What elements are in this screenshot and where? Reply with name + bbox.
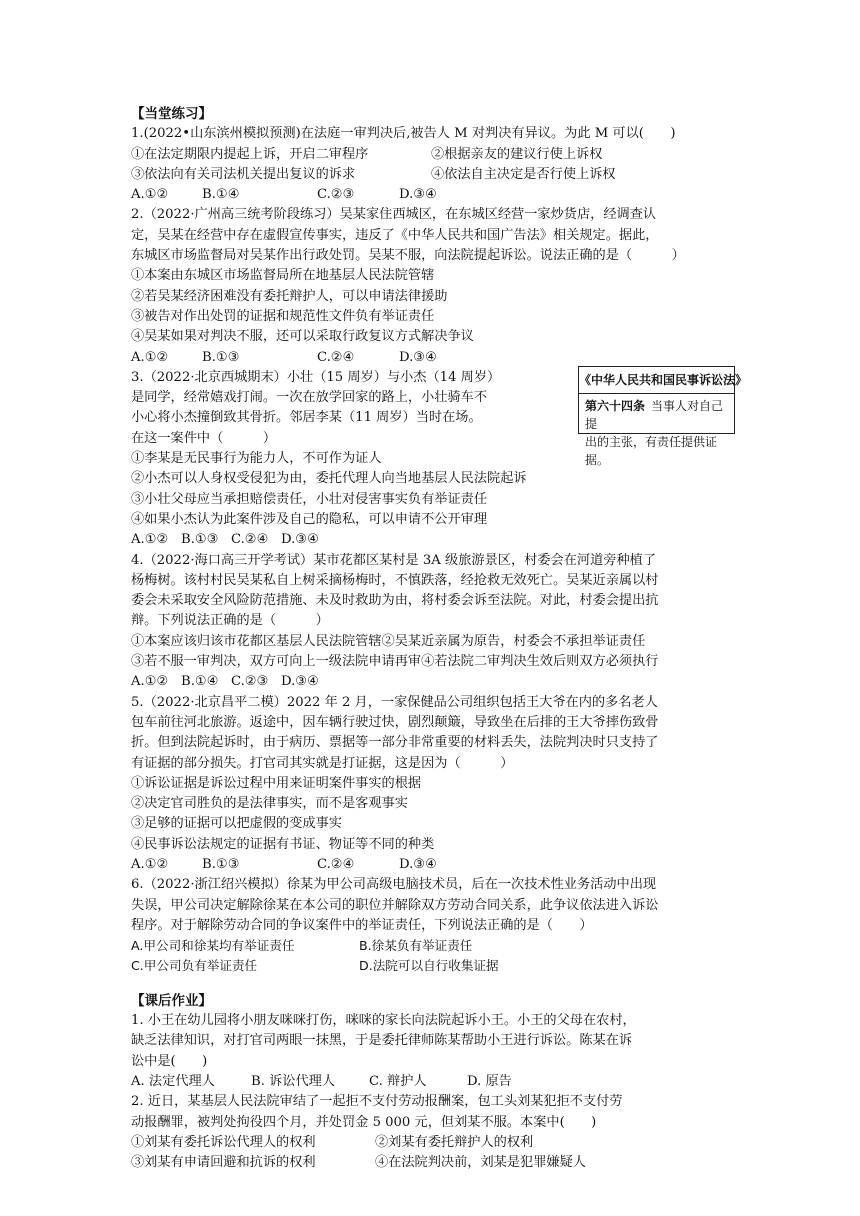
homework-heading: 【课后作业】 [131,992,212,1009]
q1-item-2: ②根据亲友的建议行使上诉权 [431,146,603,162]
q3-stem-line2: 是同学，经常嬉戏打闹。一次在放学回家的路上，小壮骑车不 [131,390,488,406]
q4-stem-line1: 4.（2022·海口高三开学考试）某市花都区某村是 3A 级旅游景区，村委会在河道旁种植了 [131,552,657,568]
q1-stem: 1.(2022•山东滨州模拟预测)在法庭一审判决后,被告人 M 对判决有异议。为此 M 可以( ) [131,126,676,142]
q2-option-a: A.①② [131,349,169,365]
worksheet-page [131,104,733,1173]
q1-option-a: A.①② [131,187,169,203]
law-article-text-1: 当事人对自己提 [585,399,724,431]
q2-stem-line2: 定，吴某在经营中存在虚假宣传事实，违反了《中华人民共和国广告法》相关规定。据此， [131,227,659,243]
q5-options [131,855,733,875]
q2-option-b: B.①③ [202,349,240,365]
q3-stem-line1: 3.（2022·北京西城期末）小壮（15 周岁）与小杰（14 周岁） [131,369,501,385]
q6-option-b: B.徐某负有举证责任 [359,938,473,954]
hw-q2-item-2: ②刘某有委托辩护人的权利 [375,1134,534,1150]
law-article-text-2: 出的主张，有责任提供证据。 [585,435,718,467]
q3-option-a: A.①② [131,532,169,548]
q1-item-3: ③依法向有关司法机关提出复议的诉求 [131,166,356,182]
q1-item-4: ④依法自主决定是否行使上诉权 [431,166,616,182]
q5-stem-line2: 包车前往河北旅游。返途中，因车辆行驶过快，剧烈颠簸，导致坐在后排的王大爷摔伤致骨 [131,714,659,730]
hw-q1-stem-line1: 1. 小王在幼儿园将小朋友咪咪打伤，咪咪的家长向法院起诉小王。小王的父母在农村， [131,1013,636,1029]
q5-option-c: C.②④ [317,856,355,872]
hw-q2-stem-line1: 2. 近日，某基层人民法院审结了一起拒不支付劳动报酬案，包工头刘某犯拒不支付劳 [131,1094,623,1110]
q2-item-4: ④吴某如果对判决不服，还可以采取行政复议方式解决争议 [131,329,474,345]
q5-item-2: ②决定官司胜负的是法律事实，而不是客观事实 [131,796,408,812]
q2-item-1: ①本案由东城区市场监督局所在地基层人民法院管辖 [131,268,435,284]
hw-q1-options [131,1072,733,1092]
q1-items-row1 [131,145,733,165]
q2-option-c: C.②④ [317,349,355,365]
hw-q2-stem-line2: 动报酬罪，被判处拘役四个月，并处罚金 5 000 元，但刘某不服。本案中( ) [131,1114,597,1130]
law-excerpt-box [578,366,748,467]
q2-item-3: ③被告对作出处罚的证据和规范性文件负有举证责任 [131,308,435,324]
q6-options-row2 [131,956,733,976]
q4-option-a: A.①② [131,674,169,690]
q3-item-2: ②小杰可以人身权受侵犯为由，委托代理人向当地基层人民法院起诉 [131,471,527,487]
q5-item-1: ①诉讼证据是诉讼过程中用来证明案件事实的根据 [131,775,422,791]
q5-option-a: A.①② [131,856,169,872]
q4-options [131,672,733,692]
q3-item-3: ③小壮父母应当承担赔偿责任，小壮对侵害事实负有举证责任 [131,491,488,507]
q4-option-d: D.③④ [281,674,319,690]
q4-items-row1: ①本案应该归该市花都区基层人民法院管辖②吴某近亲属为原告，村委会不承担举证责任 [131,633,646,649]
q5-item-3: ③足够的证据可以把虚假的变成事实 [131,816,342,832]
q1-items-row2 [131,165,733,185]
q3-stem-line3: 小心将小杰撞倒致其骨折。邻居李某（11 周岁）当时在场。 [131,410,482,426]
q2-stem-line1: 2.（2022·广州高三统考阶段练习）吴某家住西城区，在东城区经营一家炒货店，经调查认 [131,207,657,223]
hw-q1-stem-line3: 讼中是( ) [131,1053,208,1069]
q4-stem-line3: 委会未采取安全风险防范措施、未及时救助为由，将村委会诉至法院。对此，村委会提出抗 [131,593,659,609]
q2-item-2: ②若吴某经济困难没有委托辩护人，可以申请法律援助 [131,288,448,304]
q5-stem-line3: 折。但到法院起诉时，由于病历、票据等一部分非常重要的材料丢失，法院判决时只支持了 [131,735,659,751]
q6-options-row1 [131,936,733,956]
q6-option-d: D.法院可以自行收集证据 [359,958,499,974]
q4-stem-line4: 辩。下列说法正确的是（ ） [131,613,329,629]
law-excerpt-body [579,394,734,472]
q5-stem-line1: 5.（2022·北京昌平二模）2022 年 2 月，一家保健品公司组织包括王大爷在内的多名老人 [131,694,658,710]
q3-stem-line4: 在这一案件中（ ） [131,430,277,446]
practice-heading: 【当堂练习】 [131,106,212,122]
q3-item-4: ④如果小杰认为此案件涉及自己的隐私，可以申请不公开审理 [131,511,488,527]
q4-option-c: C.②③ [231,674,269,690]
q1-options [131,185,733,205]
q3-option-d: D.③④ [281,532,319,548]
hw-q2-item-1: ①刘某有委托诉讼代理人的权利 [131,1134,316,1150]
q5-item-4: ④民事诉讼法规定的证据有书证、物证等不同的种类 [131,836,435,852]
hw-q1-option-a: A. 法定代理人 [131,1073,215,1089]
hw-q2-items-row1 [131,1133,733,1153]
q1-item-1: ①在法定期限内提起上诉，开启二审程序 [131,146,369,162]
law-article-number: 第六十四条 [585,399,646,413]
q2-option-d: D.③④ [399,349,437,365]
q4-items-row2: ③若不服一审判决，双方可向上一级法院申请再审④若法院二审判决生效后则双方必须执行 [131,654,659,670]
q2-options [131,348,733,368]
hw-q2-item-3: ③刘某有申请回避和抗诉的权利 [131,1155,316,1171]
hw-q1-option-d: D. 原告 [467,1073,512,1089]
q1-option-c: C.②③ [317,187,355,203]
q6-option-a: A.甲公司和徐某均有举证责任 [131,938,295,954]
hw-q2-item-4: ④在法院判决前，刘某是犯罪嫌疑人 [375,1155,586,1171]
q1-option-b: B.①④ [202,187,240,203]
q6-stem-line1: 6.（2022·浙江绍兴模拟）徐某为甲公司高级电脑技术员，后在一次技术性业务活动中出现 [131,877,657,893]
hw-q2-items-row2 [131,1153,733,1173]
q4-option-b: B.①④ [181,674,219,690]
q3-item-1: ①李某是无民事行为能力人，不可作为证人 [131,451,382,467]
q4-stem-line2: 杨梅树。该村村民吴某私自上树采摘杨梅时，不慎跌落，经抢救无效死亡。吴某近亲属以村 [131,572,659,588]
hw-q1-option-b: B. 诉讼代理人 [251,1073,336,1089]
q3-options [131,530,733,550]
q5-stem-line4: 有证据的部分损失。打官司其实就是打证据，这是因为（ ） [131,755,514,771]
q6-stem-line2: 失误，甲公司决定解除徐某在本公司的职位并解除双方劳动合同关系，此争议依法进入诉讼 [131,897,659,913]
q6-stem-line3: 程序。对于解除劳动合同的争议案件中的举证责任，下列说法正确的是（ ） [131,917,593,933]
q5-option-b: B.①③ [202,856,240,872]
q1-option-d: D.③④ [399,187,437,203]
q3-option-c: C.②④ [231,532,269,548]
q3-option-b: B.①③ [181,532,219,548]
q5-option-d: D.③④ [399,856,437,872]
q6-option-c: C.甲公司负有举证责任 [131,958,258,974]
hw-q1-option-c: C. 辩护人 [369,1073,427,1089]
law-excerpt-title: 《中华人民共和国民事诉讼法》 [579,367,734,394]
hw-q1-stem-line2: 缺乏法律知识，对打官司两眼一抹黑，于是委托律师陈某帮助小王进行诉讼。陈某在诉 [131,1033,633,1049]
q2-stem-line3: 东城区市场监督局对吴某作出行政处罚。吴某不服，向法院提起诉讼。说法正确的是（ ） [131,248,685,264]
